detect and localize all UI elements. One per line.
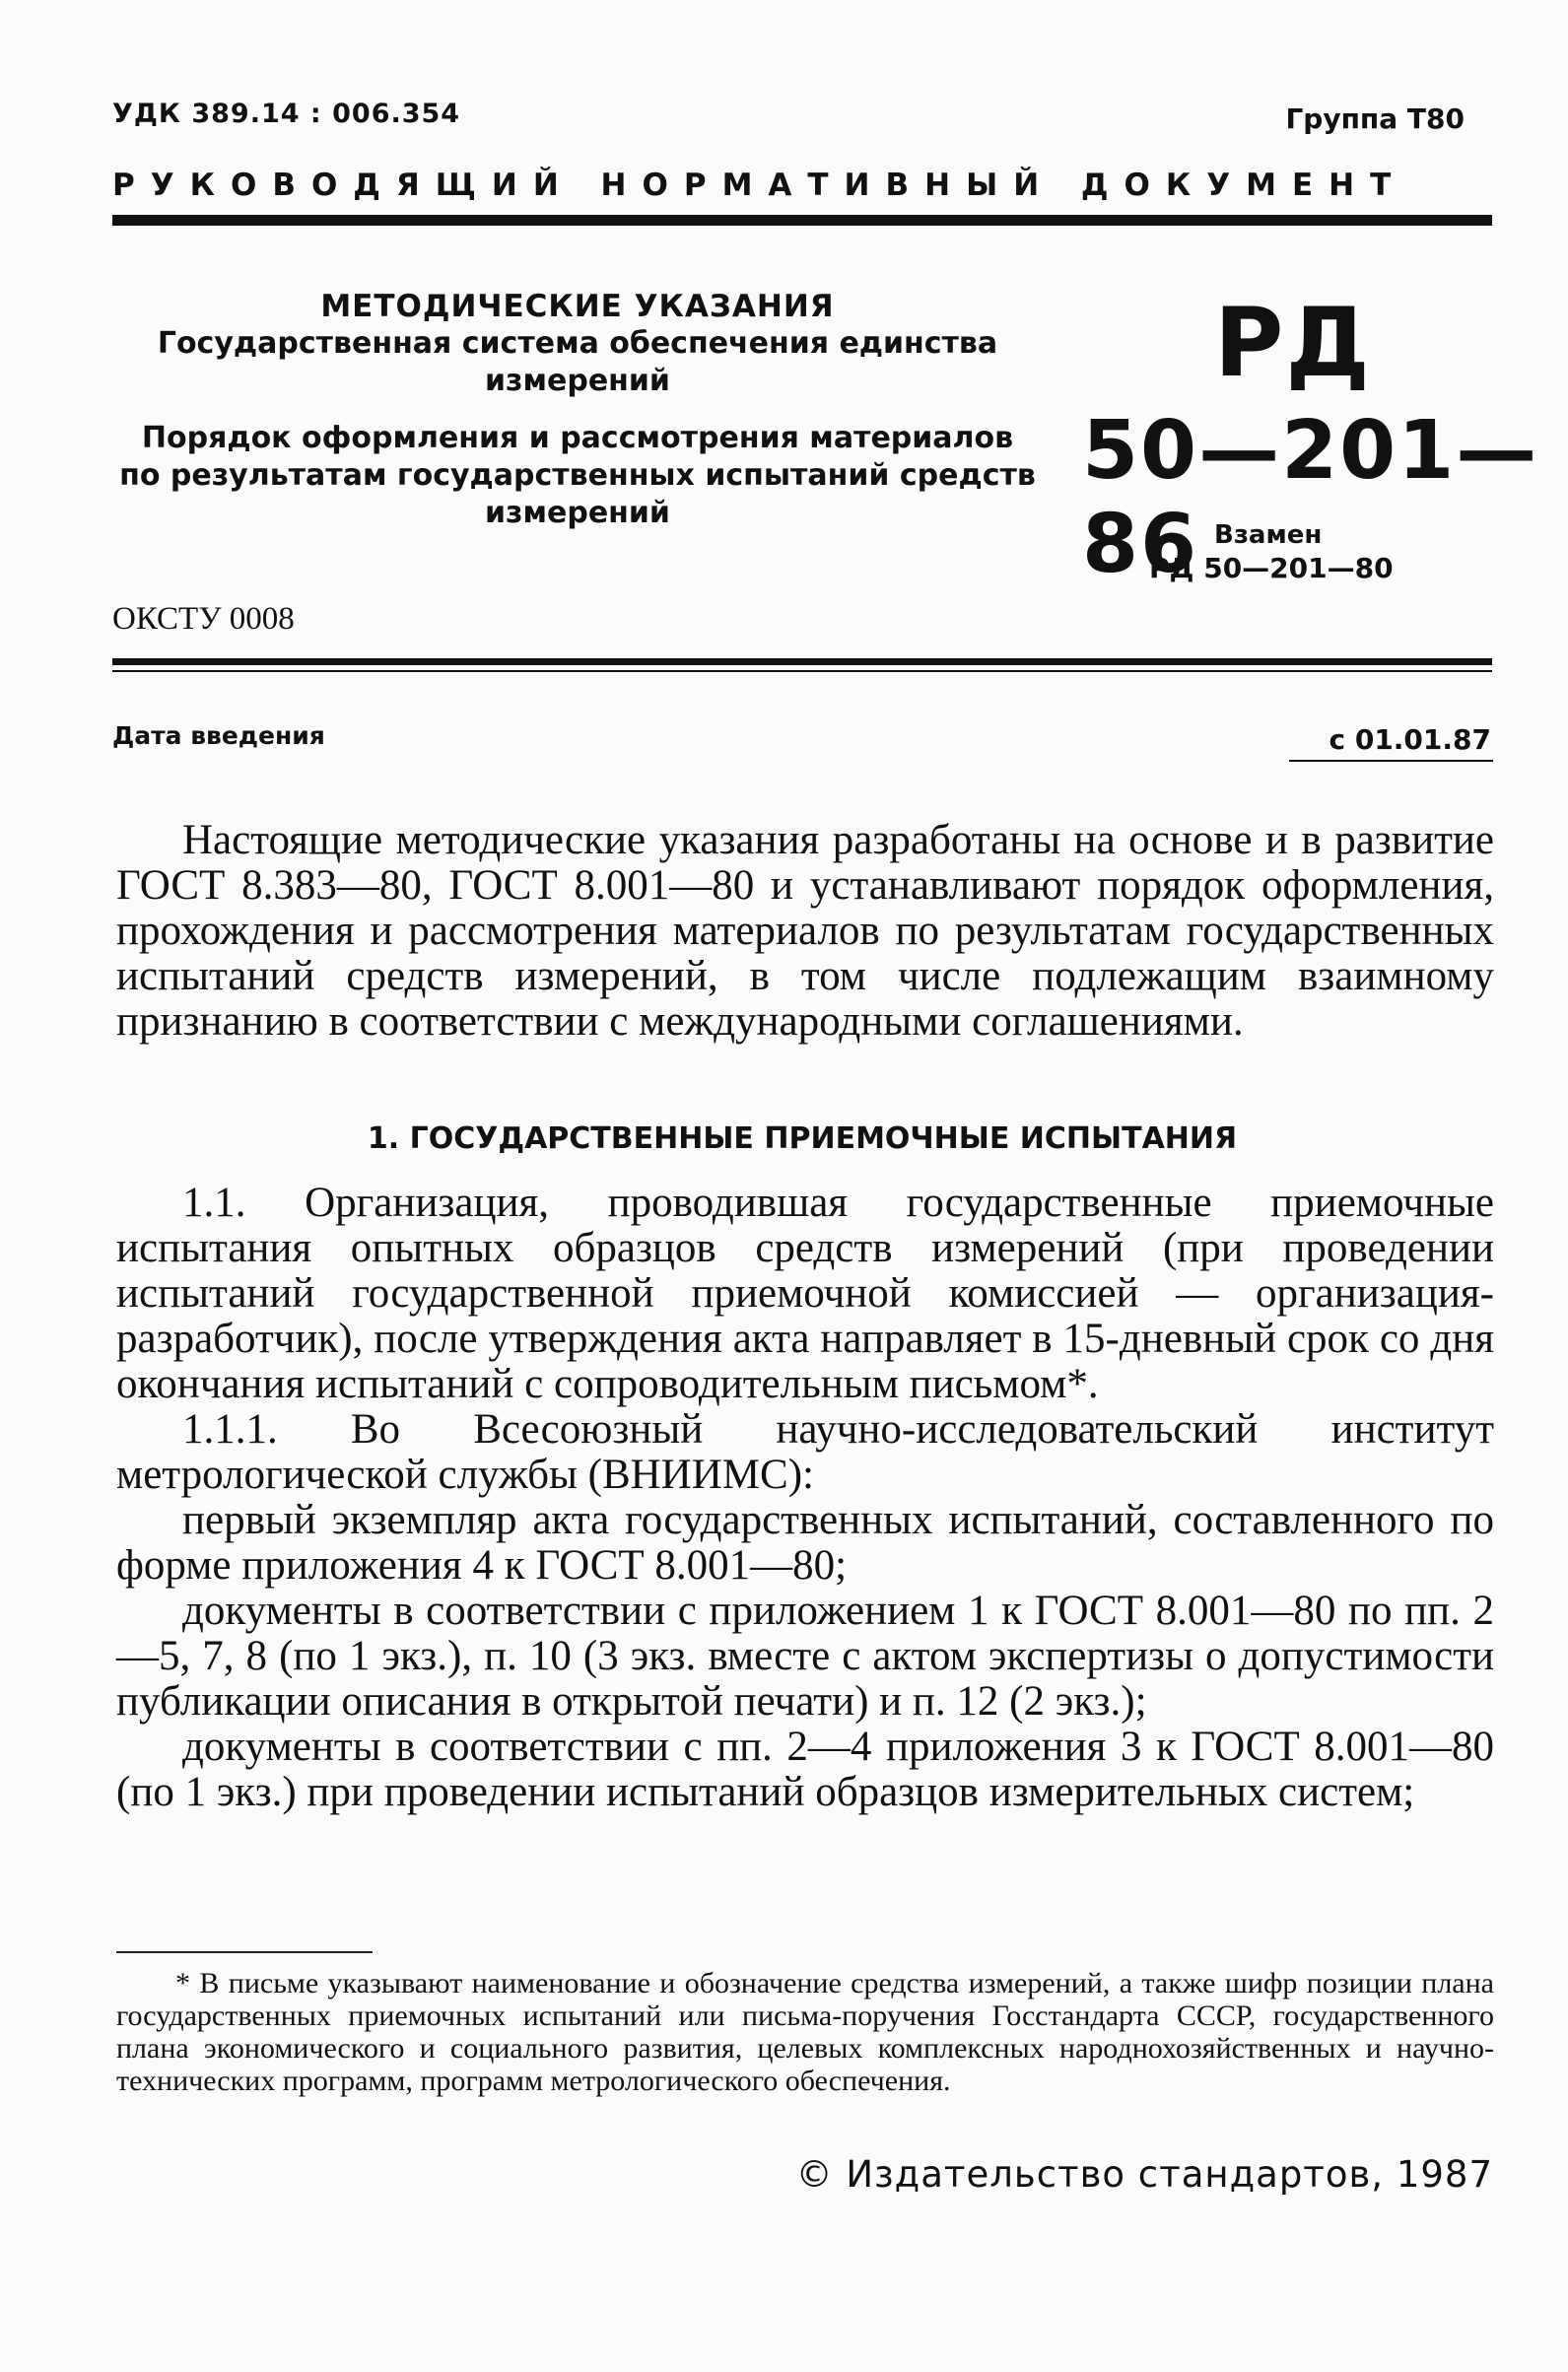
paragraph: 1.1. Организация, проводившая государственные приемочные испытания опытных образцов средств измерений (при проведении испытаний государственной приемочной комиссией — организация-разработчик), после утверждения акта направляет в 15-дневный срок со дня окончания испытаний с сопроводительным письмом*. [116,1180,1494,1407]
intro-paragraph [116,818,1494,1045]
title-line: измерений [485,364,670,398]
document-type-banner: РУКОВОДЯЩИЙ НОРМАТИВНЫЙ ДОКУМЕНТ [112,168,1407,203]
footnote [116,1967,1494,2097]
title-rule-thick [112,658,1492,665]
document-number: 50—201—86 [1082,404,1539,591]
title-line: Государственная система обеспечения единства [157,326,998,361]
title-rule-thin [112,670,1492,672]
paragraph: 1.1.1. Во Всесоюзный научно-исследовательский институт метрологической службы (ВНИИМС): [116,1406,1494,1498]
footnote-text: * В письме указывают наименование и обозначение средства измерений, а также шифр позиции плана государственных приемочных испытаний или письма-поручения Госстандарта СССР, государственного плана экономического и социального развития, целевых комплексных народнохозяйственных и научно-технических программ, программ метрологического обеспечения. [116,1967,1494,2097]
title-block [112,288,1043,532]
rd-label: РД [1214,288,1372,398]
udk-code: УДК 389.14 : 006.354 [112,99,461,129]
paragraph: документы в соответствии с пп. 2—4 приложения 3 к ГОСТ 8.001—80 (по 1 экз.) при проведении испытаний образцов измерительных систем; [116,1724,1494,1815]
section-body [116,1181,1494,1815]
paragraph: первый экземпляр акта государственных испытаний, составленного по форме приложения 4 к ГОСТ 8.001—80; [116,1497,1494,1589]
subtitle-line: по результатам государственных испытаний средств [119,458,1036,493]
section-heading: 1. ГОСУДАРСТВЕННЫЕ ПРИЕМОЧНЫЕ ИСПЫТАНИЯ [367,1121,1238,1156]
subtitle-line: Порядок оформления и рассмотрения материалов [141,421,1014,455]
subtitle-line: измерений [485,496,670,530]
document-kind: МЕТОДИЧЕСКИЕ УКАЗАНИЯ [320,289,835,324]
paragraph: документы в соответствии с приложением 1 к ГОСТ 8.001—80 по пп. 2—5, 7, 8 (по 1 экз.), п. 10 (3 экз. вместе с актом экспертизы о допустимости публикации описания в открытой печати) и п. 12 (2 экз.); [116,1588,1494,1725]
oksty-code: ОКСТУ 0008 [112,601,295,637]
replaces-label: Взамен [1214,520,1323,550]
date-value: с 01.01.87 [1289,723,1493,762]
group-code: Группа Т80 [1285,102,1465,135]
copyright: © Издательство стандартов, 1987 [795,2153,1493,2196]
date-label: Дата введения [112,721,325,750]
replaces-value: РД 50—201—80 [1149,552,1394,584]
paragraph: Настоящие методические указания разработаны на основе и в развитие ГОСТ 8.383—80, ГОСТ 8.001—80 и устанавливают порядок оформления, прохождения и рассмотрения материалов по результатам государственных испытаний средств измерений, в том числе подлежащим взаимному признанию в соответствии с международными соглашениями. [116,817,1494,1045]
footnote-rule [116,1951,373,1953]
header-rule [112,215,1492,226]
